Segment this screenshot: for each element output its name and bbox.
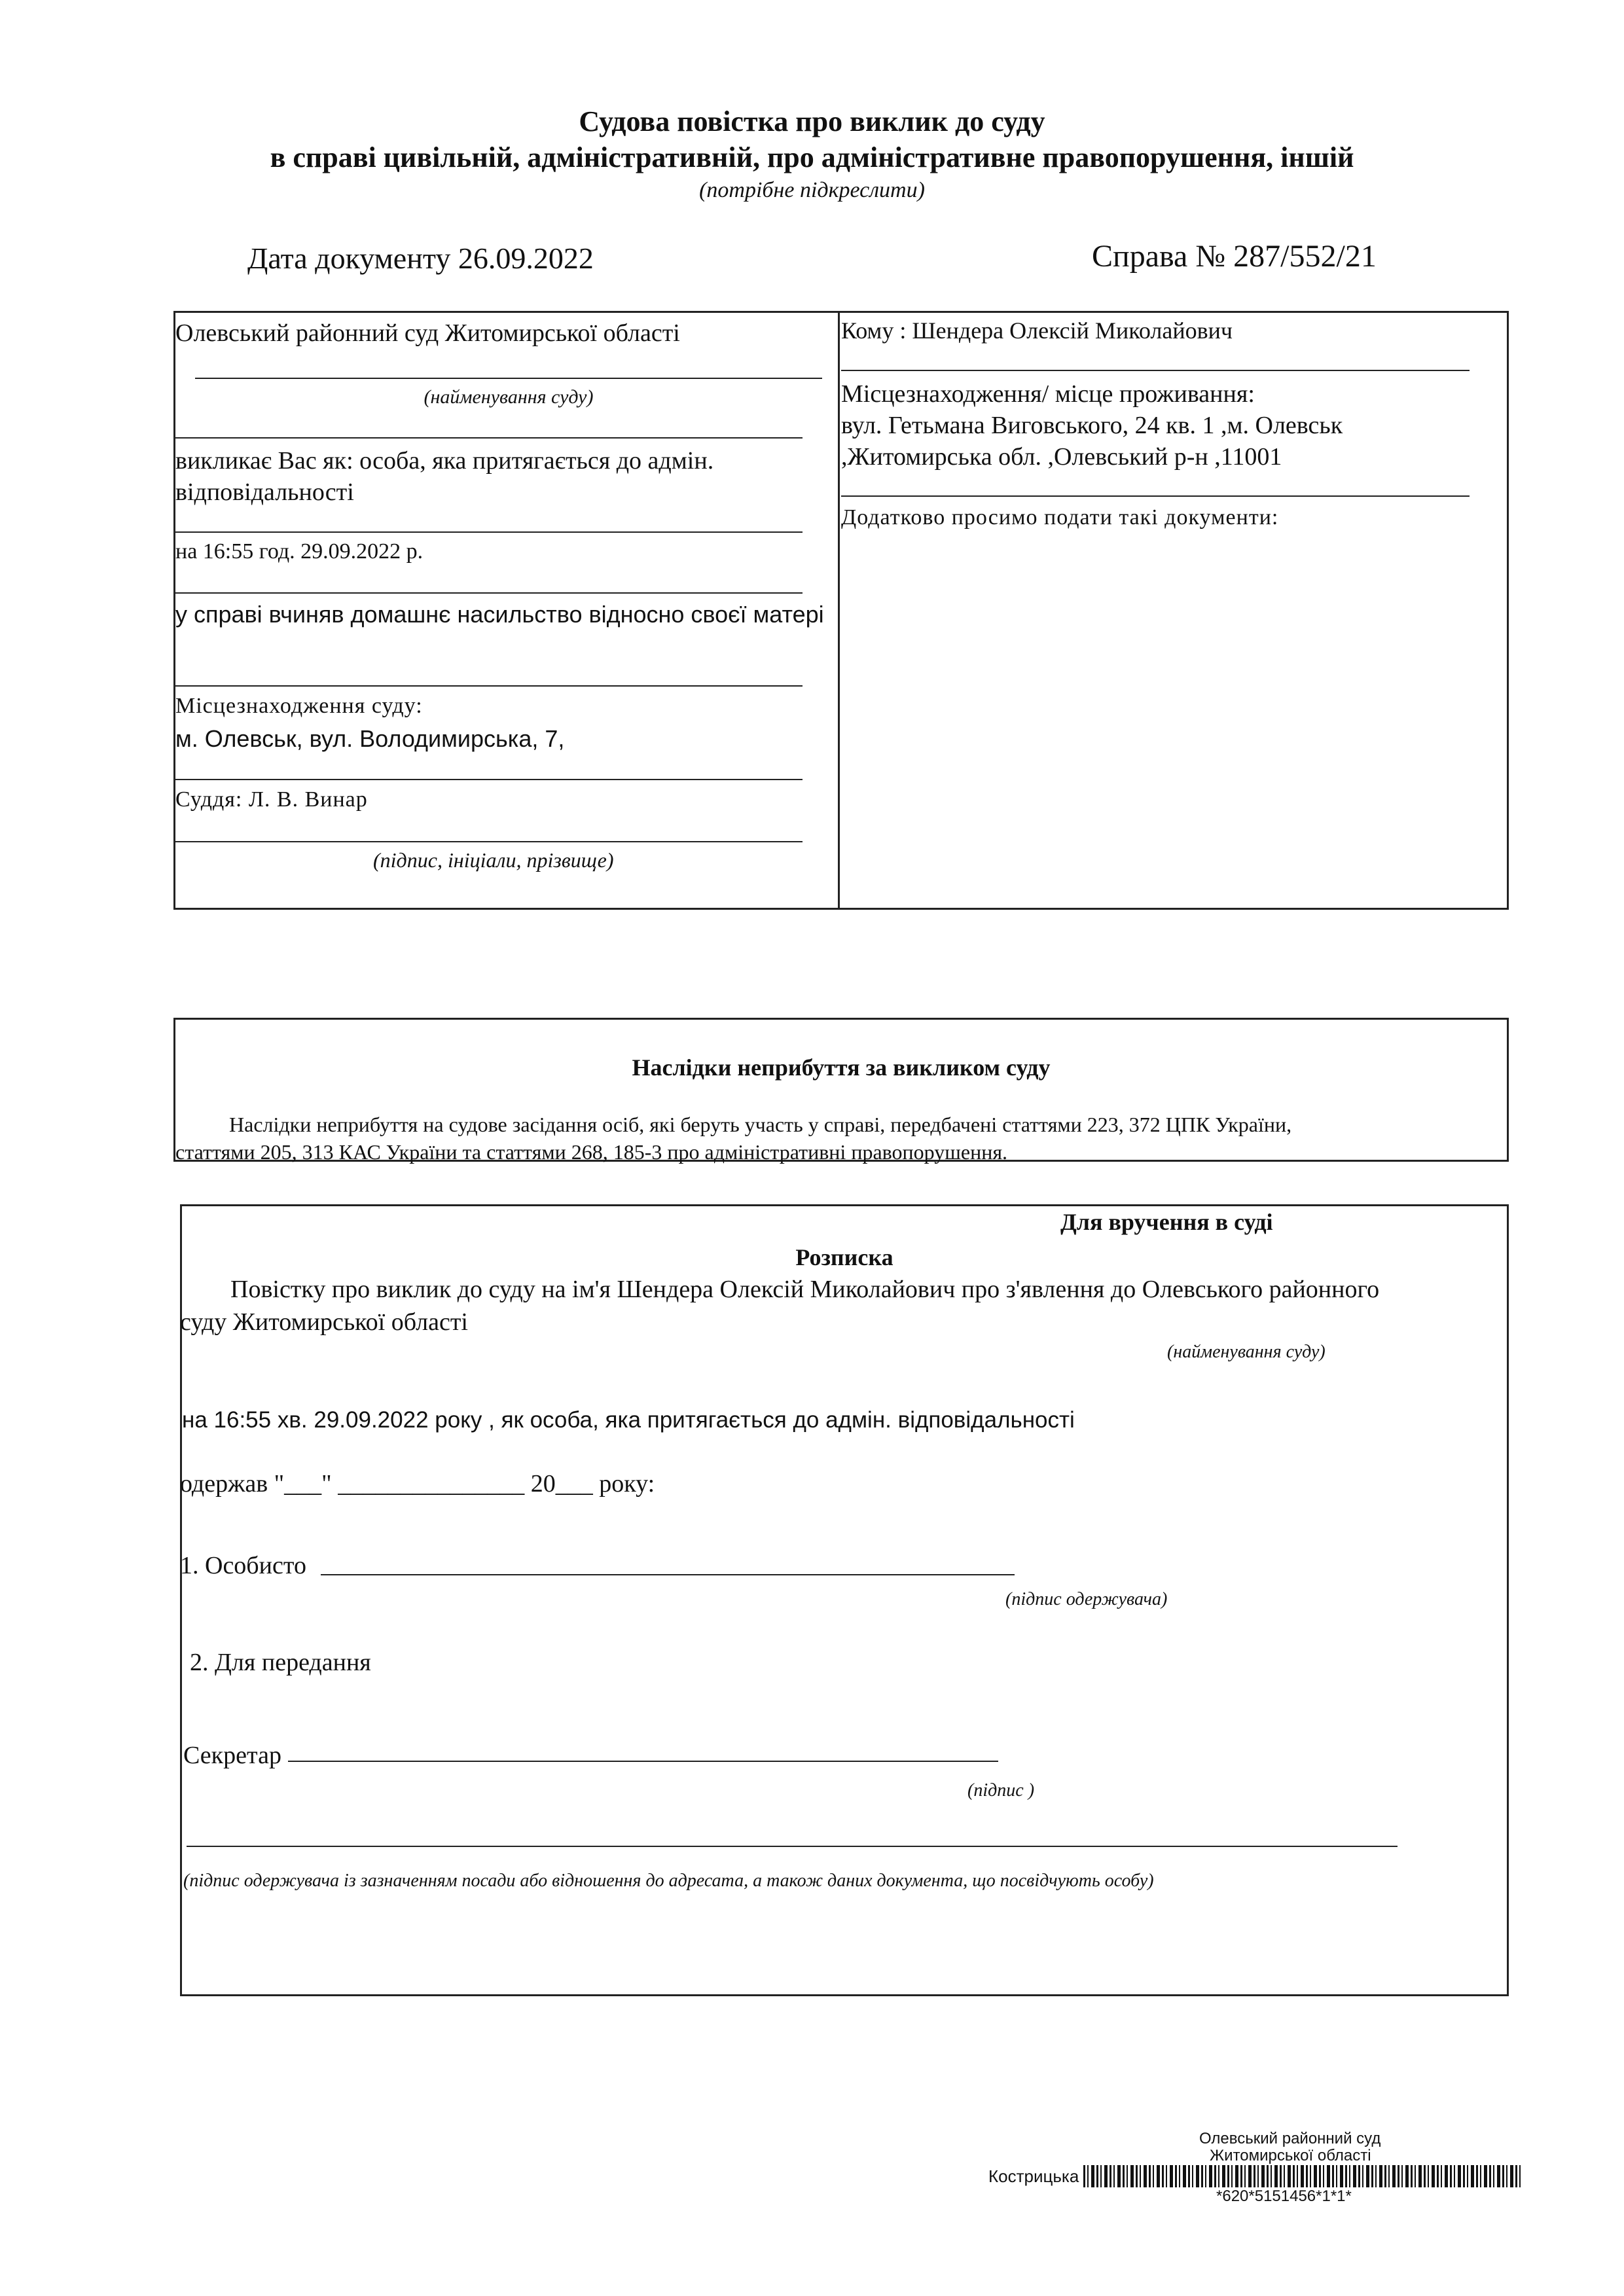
court-name: Олевський районний суд Житомирської області	[175, 319, 680, 347]
court-location-label: Місцезнаходження суду:	[175, 694, 423, 718]
secretary-signature-line	[288, 1761, 998, 1762]
for-court-delivery: Для вручення в суді	[1060, 1209, 1273, 1235]
summons-title: Судова повістка про виклик до суду	[579, 105, 1045, 137]
clerk-name: Кострицька	[988, 2166, 1079, 2186]
summons-role-cont: відповідальності	[175, 478, 354, 506]
divider	[175, 685, 803, 687]
case-description: у справі вчиняв домашнє насильство відносно своєї матері	[175, 601, 824, 628]
hearing-time: на 16:55 год. 29.09.2022 р.	[175, 539, 424, 564]
court-name-hint: (найменування суду)	[424, 386, 594, 408]
recipient: Кому : Шендера Олексій Миколайович	[841, 317, 1233, 344]
recipient-address-line1: вул. Гетьмана Виговського, 24 кв. 1 ,м. Олевськ	[841, 412, 1343, 439]
receipt-title: Розписка	[795, 1244, 893, 1270]
summons-subtitle: в справі цивільній, адміністративній, про адміністративне правопорушення, іншій	[270, 141, 1354, 173]
summons-table-divider	[838, 311, 840, 910]
summons-title-hint: (потрібне підкреслити)	[699, 178, 925, 202]
court-location: м. Олевськ, вул. Володимирська, 7,	[175, 725, 565, 752]
case-number: Справа № 287/552/21	[1092, 239, 1377, 274]
divider	[175, 779, 803, 780]
received-date: одержав "___" _______________ 20___ року:	[180, 1470, 655, 1498]
personally-signature-line	[321, 1574, 1015, 1575]
secretary-signature-hint: (підпис )	[967, 1780, 1035, 1801]
footer-court-line2: Житомирської області	[1210, 2147, 1371, 2164]
summons-role: викликає Вас як: особа, яка притягається до адмін.	[175, 447, 714, 475]
receipt-line2: суду Житомирської області	[180, 1308, 468, 1336]
recipient-signature-hint: (підпис одержувача)	[1005, 1589, 1168, 1609]
receipt-line1: Повістку про виклик до суду на ім'я Шендера Олексій Миколайович про з'явлення до Олевського районного	[230, 1276, 1380, 1303]
recipient-underline	[841, 370, 1470, 371]
personally-label: 1. Особисто	[180, 1552, 306, 1579]
divider	[175, 592, 803, 594]
document-date: Дата документу 26.09.2022	[247, 242, 594, 275]
signature-underline	[175, 841, 803, 842]
secretary-label: Секретар	[183, 1742, 281, 1769]
footer-court-line1: Олевський районний суд	[1199, 2130, 1381, 2147]
receipt-time: на 16:55 хв. 29.09.2022 року , як особа, яка притягається до адмін. відповідальності	[182, 1407, 1075, 1433]
barcode-text: *620*5151456*1*1*	[1216, 2187, 1352, 2205]
for-transfer-label: 2. Для передання	[190, 1649, 371, 1676]
barcode	[1083, 2165, 1522, 2187]
consequences-title: Наслідки неприбуття за викликом суду	[632, 1054, 1051, 1081]
judge: Суддя: Л. В. Винар	[175, 787, 368, 812]
divider	[175, 531, 803, 533]
consequences-text-line2: статтями 205, 313 КАС України та статтями 268, 185-3 про адміністративні правопорушення.	[175, 1140, 1008, 1164]
receipt-court-hint: (найменування суду)	[1167, 1342, 1326, 1362]
bottom-signature-line	[187, 1846, 1398, 1847]
court-name-underline	[195, 378, 822, 379]
recipient-location-label: Місцезнаходження/ місце проживання:	[841, 380, 1255, 408]
bottom-signature-hint: (підпис одержувача із зазначенням посади або відношення до адресата, а також даних документа, що посвідчують особу)	[183, 1871, 1154, 1891]
extra-documents: Додатково просимо подати такі документи:	[841, 505, 1279, 529]
signature-hint: (підпис, ініціали, прізвище)	[373, 848, 614, 872]
divider	[175, 437, 803, 439]
consequences-text-line1: Наслідки неприбуття на судове засідання осіб, які беруть участь у справі, передбачені статтями 223, 372 ЦПК України,	[229, 1113, 1292, 1136]
recipient-address-line2: ,Житомирська обл. ,Олевський р-н ,11001	[841, 443, 1282, 471]
divider	[841, 495, 1470, 497]
